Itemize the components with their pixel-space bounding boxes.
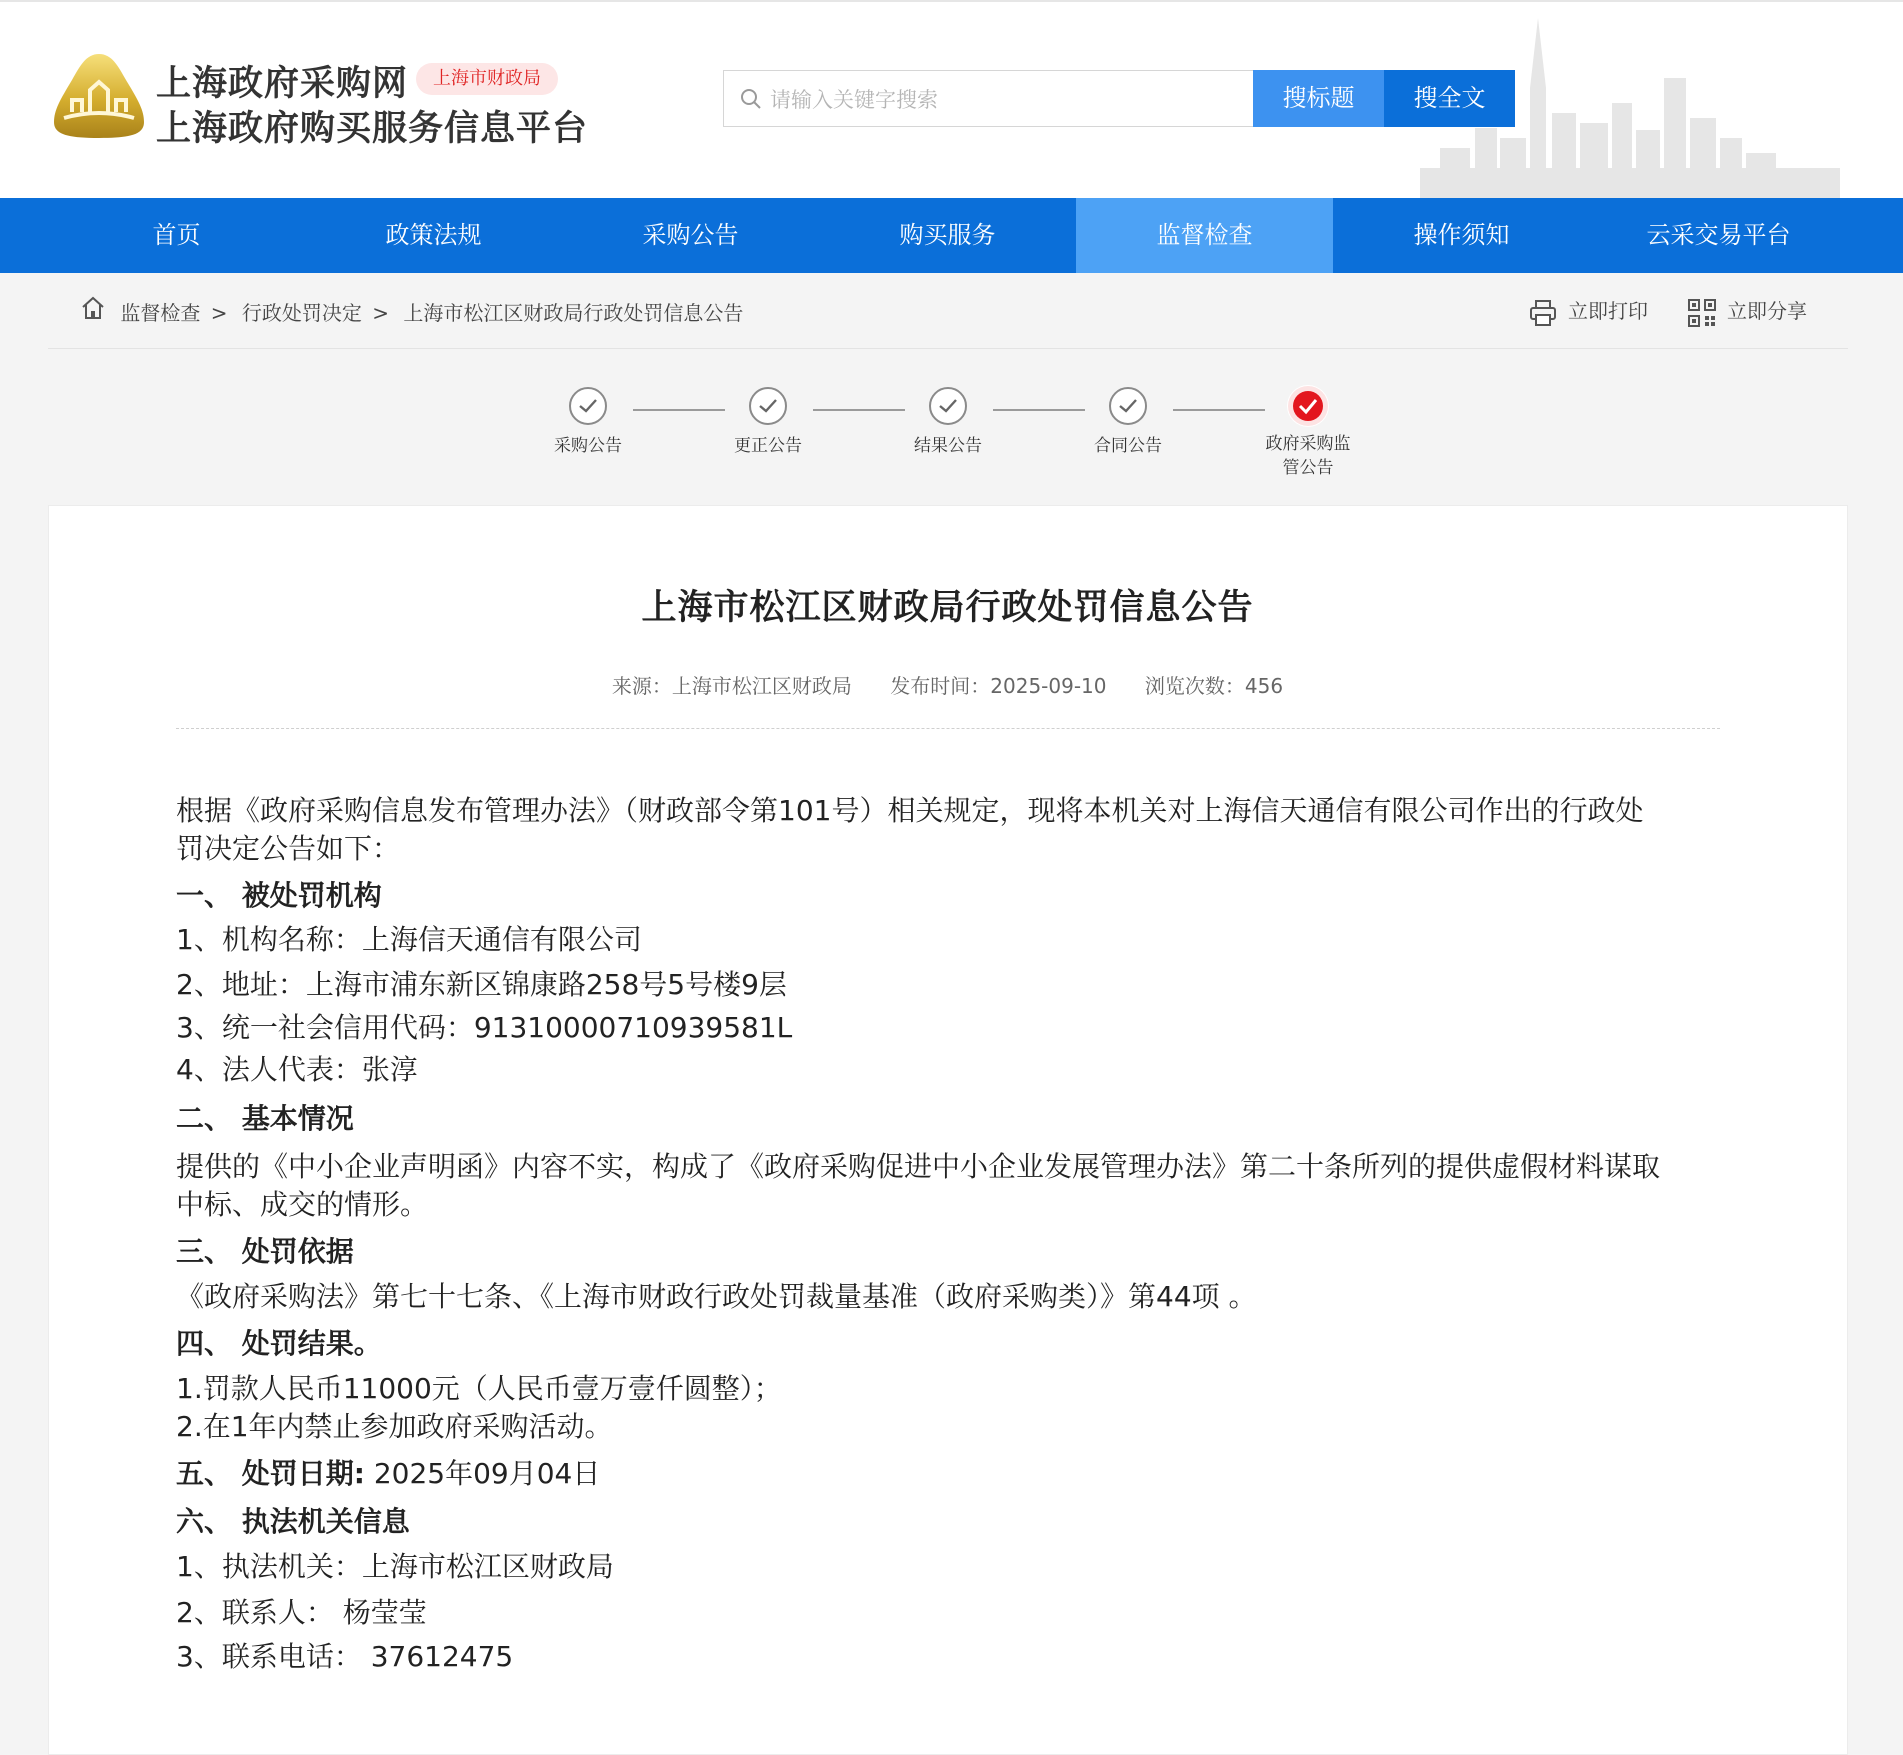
section-1-heading: 一、 被处罚机构: [176, 879, 382, 912]
section-5-heading: 五、 处罚日期:: [176, 1457, 365, 1490]
section-1-line-4: 4、法人代表：张淳: [176, 1053, 418, 1086]
meta-divider: [176, 728, 1720, 729]
section-6-line-2: 2、联系人： 杨莹莹: [176, 1596, 427, 1629]
section-6-heading: 六、 执法机关信息: [176, 1505, 410, 1538]
step-check-icon: [569, 387, 607, 425]
step-check-icon: [929, 387, 967, 425]
nav-purchase-service[interactable]: 购买服务: [899, 221, 996, 249]
section-6-line-3: 3、联系电话： 37612475: [176, 1640, 514, 1673]
site-logo-emblem-icon[interactable]: [52, 52, 146, 140]
section-2-line-1: 提供的《中小企业声明函》内容不实，构成了《政府采购促进中小企业发展管理办法》第二十条所列的提供虚假材料谋取: [176, 1150, 1661, 1183]
breadcrumb-divider: [48, 348, 1848, 349]
step-current-check-icon: [1287, 385, 1329, 427]
section-3-line-1: 《政府采购法》第七十七条、《上海市财政行政处罚裁量基准（政府采购类）》第44项 。: [176, 1280, 1257, 1313]
share-label[interactable]: 立即分享: [1727, 299, 1807, 323]
step-label: 更正公告: [734, 436, 802, 456]
step-supervision-current[interactable]: [1248, 385, 1368, 480]
step-check-icon: [749, 387, 787, 425]
section-4-heading: 四、 处罚结果。: [176, 1327, 382, 1360]
breadcrumb-current: 上海市松江区财政局行政处罚信息公告: [403, 300, 744, 325]
main-nav: [0, 198, 1903, 273]
article-views: 浏览次数：456: [1144, 674, 1284, 698]
section-4-line-1: 1.罚款人民币11000元（人民币壹万壹仟圆整）；: [176, 1372, 782, 1405]
search-input[interactable]: [768, 71, 1242, 128]
step-label: 合同公告: [1094, 436, 1162, 456]
search-title-button[interactable]: 搜标题: [1253, 70, 1384, 127]
section-2-heading: 二、 基本情况: [176, 1102, 354, 1135]
nav-guide[interactable]: 操作须知: [1413, 221, 1510, 249]
breadcrumb-separator: >: [372, 300, 389, 325]
step-label: 结果公告: [914, 436, 982, 456]
step-procurement[interactable]: [528, 387, 648, 458]
printer-icon: [1528, 298, 1558, 328]
step-result[interactable]: [888, 387, 1008, 458]
breadcrumb-supervision[interactable]: 监督检查: [120, 300, 201, 325]
article-source: 来源：上海市松江区财政局: [611, 674, 852, 698]
print-label[interactable]: 立即打印: [1568, 299, 1648, 323]
section-3-heading: 三、 处罚依据: [176, 1235, 354, 1268]
nav-supervision[interactable]: 监督检查: [1076, 198, 1333, 273]
city-skyline-decoration: [1420, 18, 1840, 198]
step-correction[interactable]: [708, 387, 828, 458]
section-1-line-1: 1、机构名称：上海信天通信有限公司: [176, 923, 642, 956]
site-name-secondary[interactable]: 上海政府购买服务信息平台: [156, 109, 589, 149]
step-label: 采购公告: [554, 436, 622, 456]
section-5-value: 2025年09月04日: [364, 1457, 601, 1490]
step-label: 政府采购监 管公告: [1265, 434, 1351, 478]
nav-procurement[interactable]: 采购公告: [642, 221, 739, 249]
header-top-line: [0, 0, 1903, 2]
nav-home[interactable]: 首页: [152, 221, 201, 249]
intro-line-1: 根据《政府采购信息发布管理办法》（财政部令第101号）相关规定，现将本机关对上海信天通信有限公司作出的行政处: [176, 794, 1644, 827]
section-1-line-3: 3、统一社会信用代码：91310000710939581L: [176, 1011, 793, 1044]
share-tool[interactable]: [1687, 295, 1807, 327]
qrcode-icon: [1687, 298, 1717, 328]
site-name-primary[interactable]: 上海政府采购网: [156, 64, 409, 104]
section-5: [176, 1455, 1721, 1493]
section-4-line-2: 2.在1年内禁止参加政府采购活动。: [176, 1410, 613, 1443]
breadcrumb: [80, 295, 743, 327]
article-publish-time: 发布时间：2025-09-10: [890, 674, 1107, 698]
breadcrumb-separator: >: [210, 300, 228, 325]
intro-line-2: 罚决定公告如下：: [176, 832, 401, 865]
article-meta: [0, 670, 1895, 699]
print-tool[interactable]: [1528, 295, 1648, 327]
nav-cloud-platform[interactable]: 云采交易平台: [1646, 221, 1791, 249]
agency-badge: 上海市财政局: [416, 63, 558, 95]
nav-policy[interactable]: 政策法规: [385, 221, 482, 249]
search-fulltext-button[interactable]: 搜全文: [1384, 70, 1515, 127]
search-box: [723, 70, 1253, 127]
section-6-line-1: 1、执法机关：上海市松江区财政局: [176, 1550, 614, 1583]
breadcrumb-penalty[interactable]: 行政处罚决定: [241, 300, 362, 325]
search-icon: [740, 88, 762, 110]
home-icon[interactable]: [80, 295, 106, 321]
section-2-line-2: 中标、成交的情形。: [176, 1188, 429, 1221]
step-check-icon: [1109, 387, 1147, 425]
step-contract[interactable]: [1068, 387, 1188, 458]
site-header: [0, 0, 1903, 198]
section-1-line-2: 2、地址：上海市浦东新区锦康路258号5号楼9层: [176, 968, 787, 1001]
article-title: 上海市松江区财政局行政处罚信息公告: [641, 588, 1254, 628]
